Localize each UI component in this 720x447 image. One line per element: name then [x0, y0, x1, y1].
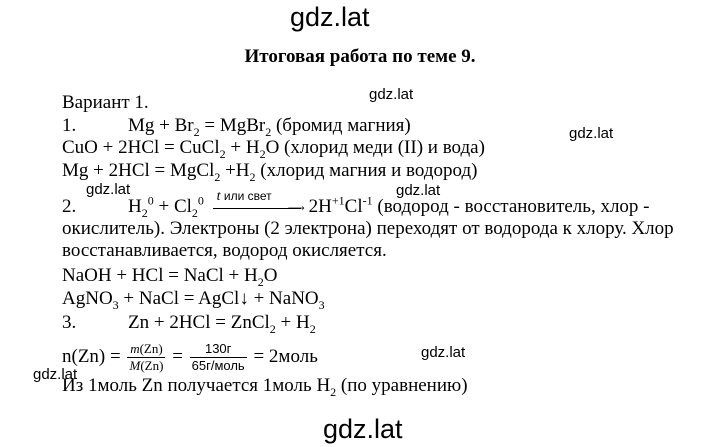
watermark: gdz.lat: [421, 344, 466, 361]
reaction-line-5: NaOH + HCl = NaCl + $H_2O$: [62, 265, 278, 289]
arrow-condition: t или свет: [216, 188, 272, 204]
reaction-line-6: AgNO$_3$ + NaCl = AgCl↓ + NaNO$_3$: [62, 288, 325, 312]
conclusion-line: Из 1моль Zn получается 1моль $H_2$ (по уравнению): [62, 375, 468, 399]
watermark-bottom: gdz.lat: [323, 414, 403, 444]
arrow-head-icon: ⟶: [287, 200, 305, 215]
task-number: 3.: [62, 312, 77, 333]
watermark-top: gdz.lat: [290, 2, 370, 32]
watermark: gdz.lat: [86, 181, 131, 198]
reaction-line-4: 2. $H_2^0 + Cl_2^0$ t или свет ⟶ $2H^{+1}Cl^{-1}$ (водород - восстановитель, хлор -: [62, 196, 650, 218]
task-number: 1.: [62, 115, 77, 136]
watermark: gdz.lat: [569, 125, 614, 142]
reaction-arrow: [213, 188, 305, 215]
text-line: окислитель). Электроны (2 электрона) переходят от водорода к хлору. Хлор: [62, 218, 674, 239]
fraction-values: $\frac{130г}{\text{65г/моль}}$: [191, 341, 245, 373]
reaction-line-1: 1. $Mg + Br_2$ = MgBr$_2$ (бромид магния): [62, 115, 411, 139]
watermark: gdz.lat: [396, 182, 441, 199]
reaction-line-3: Mg + 2HCl = MgCl$_2$ $+H_2$ (хлорид магния и водород): [62, 160, 478, 184]
page-title: Итоговая работа по теме 9.: [244, 46, 476, 67]
reaction-line-7: 3. Zn + 2HCl = ZnCl$_2$ + $H_2$: [62, 312, 316, 336]
text-line: восстанавливается, водород окисляется.: [62, 240, 387, 261]
watermark: gdz.lat: [369, 86, 414, 103]
watermark: gdz.lat: [33, 366, 78, 383]
variant-label: Вариант 1.: [62, 92, 149, 113]
calculation-line: n(Zn) = $\frac{m(Zn)}{M(Zn)}$ = $\frac{130г}{\text{65г/моль}}$ = 2моль: [62, 341, 318, 373]
task-number: 2.: [62, 196, 77, 217]
fraction-mass-over-molar: $\frac{m(Zn)}{M(Zn)}$: [129, 341, 164, 373]
reaction-line-2: CuO + 2HCl = CuCl$_2$ + $H_2O$ (хлорид меди (II) и вода): [62, 137, 485, 161]
